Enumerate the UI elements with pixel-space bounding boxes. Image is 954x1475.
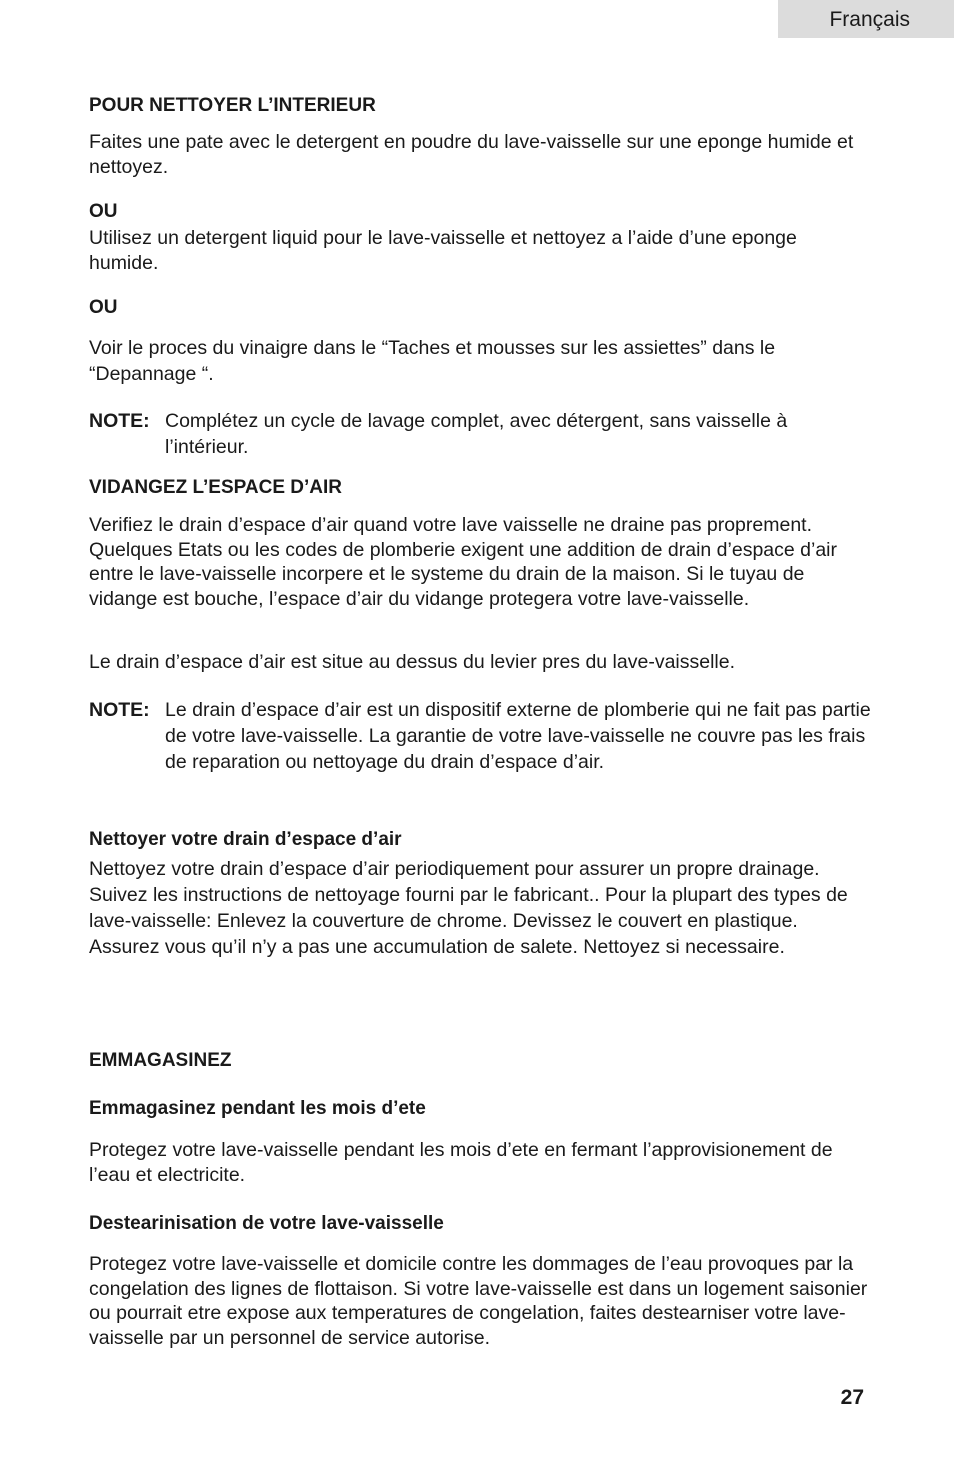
paragraph: Protegez votre lave-vaisselle et domicile contre les dommages de l’eau provoques par la congelation des lignes de flottaison. Si votre lave-vaisselle est dans un logement saisonier ou pourrait etre expose aux temperatures de congelation, faites destearniser votre lave-vaisselle par un personnel de service autorise. <box>89 1253 868 1349</box>
paragraph: Protegez votre lave-vaisselle pendant les mois d’ete en fermant l’approvisionement de l’eau et electricite. <box>89 1139 833 1186</box>
paragraph: Utilisez un detergent liquid pour le lave-vaisselle et nettoyez a l’aide d’une eponge humide. <box>89 227 797 274</box>
paragraph: Voir le proces du vinaigre dans le “Taches et mousses sur les assiettes” dans le “Depannage “. <box>89 337 776 385</box>
heading-clean-interior: POUR NETTOYER L’INTERIEUR <box>89 95 376 116</box>
subheading-winterizing: Destearinisation de votre lave-vaisselle <box>89 1213 444 1234</box>
paragraph: Verifiez le drain d’espace d’air quand votre lave vaisselle ne draine pas proprement. Quelques Etats ou les codes de plomberie exigent une addition de drain d’espace d’air entre le lave-vaisselle incorpere et le systeme du drain de la maison. Si le tuyau de vidange est bouche, l’espace d’air du vidange protegera votre lave-vaisselle. <box>89 514 837 610</box>
note-block <box>89 408 871 460</box>
or-label: OU <box>89 201 118 222</box>
note-label: NOTE: <box>89 410 150 432</box>
heading-air-gap: VIDANGEZ L’ESPACE D’AIR <box>89 477 343 498</box>
paragraph: Le drain d’espace d’air est situe au dessus du levier pres du lave-vaisselle. <box>89 651 736 673</box>
heading-storage: EMMAGASINEZ <box>89 1050 232 1071</box>
note-label: NOTE: <box>89 699 150 721</box>
or-label: OU <box>89 297 118 318</box>
heading-clean-air-gap: Nettoyer votre drain d’espace d’air <box>89 829 402 850</box>
paragraph: Faites une pate avec le detergent en poudre du lave-vaisselle sur une eponge humide et nettoyez. <box>89 131 854 178</box>
note-text: Complétez un cycle de lavage complet, avec détergent, sans vaisselle à l’intérieur. <box>165 410 788 458</box>
page-number: 27 <box>840 1386 864 1409</box>
paragraph: Nettoyez votre drain d’espace d’air periodiquement pour assurer un propre drainage. Suivez les instructions de nettoyage fourni par le fabricant.. Pour la plupart des types de lave-vaisselle: Enlevez la couverture de chrome. Devissez le couvert en plastique. Assurez vous qu’il n’y a pas une accumulation de salete. Nettoyez si necessaire. <box>89 858 848 958</box>
language-tab: Français <box>778 0 954 38</box>
note-block <box>89 697 871 775</box>
note-text: Le drain d’espace d’air est un dispositif externe de plomberie qui ne fait pas partie de votre lave-vaisselle. La garantie de votre lave-vaisselle ne couvre pas les frais de reparation ou nettoyage du drain d’espace d’air. <box>165 699 871 773</box>
subheading-summer-storage: Emmagasinez pendant les mois d’ete <box>89 1098 426 1119</box>
